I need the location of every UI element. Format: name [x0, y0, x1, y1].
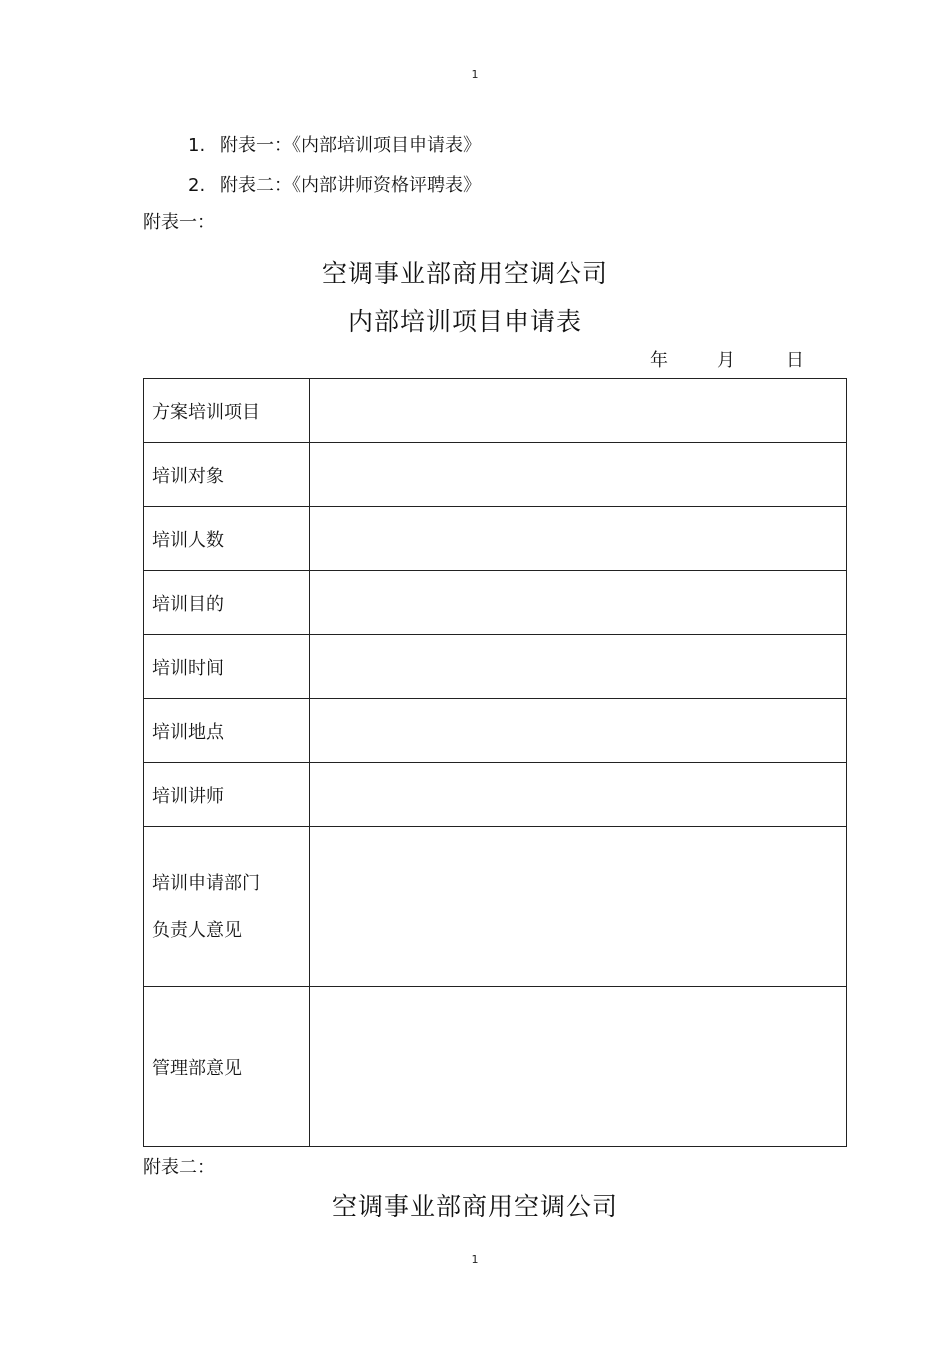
training-application-table: [143, 378, 847, 1147]
appendix-2-label: 附表二：: [143, 1157, 215, 1178]
table-row: [144, 379, 847, 443]
row-label: 管理部意见: [144, 987, 310, 1147]
row-label: 培训时间: [144, 635, 310, 699]
table-row: [144, 507, 847, 571]
table-row: [144, 763, 847, 827]
form-title: 内部培训项目申请表: [347, 307, 582, 336]
row-label: 方案培训项目: [144, 379, 310, 443]
row-label: 培训对象: [144, 443, 310, 507]
row-value-field[interactable]: [310, 699, 847, 763]
table-row: [144, 443, 847, 507]
row-value-field[interactable]: [310, 571, 847, 635]
row-value-field[interactable]: [310, 827, 847, 987]
date-line: [650, 346, 804, 372]
appendix-1-label: 附表一：: [143, 212, 215, 233]
list-text: 附表二：《内部讲师资格评聘表》: [220, 175, 481, 196]
page-number-top: 1: [471, 68, 479, 81]
row-label: 培训讲师: [144, 763, 310, 827]
row-value-field[interactable]: [310, 763, 847, 827]
date-year: 年: [650, 350, 668, 371]
row-value-field[interactable]: [310, 635, 847, 699]
row-value-field[interactable]: [310, 987, 847, 1147]
row-label: 培训目的: [144, 571, 310, 635]
row-value-field[interactable]: [310, 507, 847, 571]
date-month: 月: [717, 350, 735, 371]
list-text: 附表一：《内部培训项目申请表》: [220, 135, 481, 156]
list-number: 2.: [188, 175, 206, 196]
row-label-line-1: 培训申请部门: [152, 872, 260, 894]
row-label: 培训地点: [144, 699, 310, 763]
date-day: 日: [786, 350, 804, 371]
row-label-line-2: 负责人意见: [152, 919, 242, 941]
appendix-list-item-2: [188, 171, 481, 197]
company-title-2: 空调事业部商用空调公司: [331, 1192, 618, 1221]
company-title: 空调事业部商用空调公司: [321, 259, 608, 288]
row-label: 培训人数: [144, 507, 310, 571]
table-row: [144, 571, 847, 635]
table-row: [144, 827, 847, 987]
table-row: [144, 635, 847, 699]
row-value-field[interactable]: [310, 443, 847, 507]
row-label: [144, 827, 310, 987]
page-number-bottom: 1: [471, 1253, 479, 1266]
table-row: [144, 987, 847, 1147]
appendix-list-item-1: [188, 131, 481, 157]
table-row: [144, 699, 847, 763]
list-number: 1.: [188, 135, 206, 156]
row-value-field[interactable]: [310, 379, 847, 443]
